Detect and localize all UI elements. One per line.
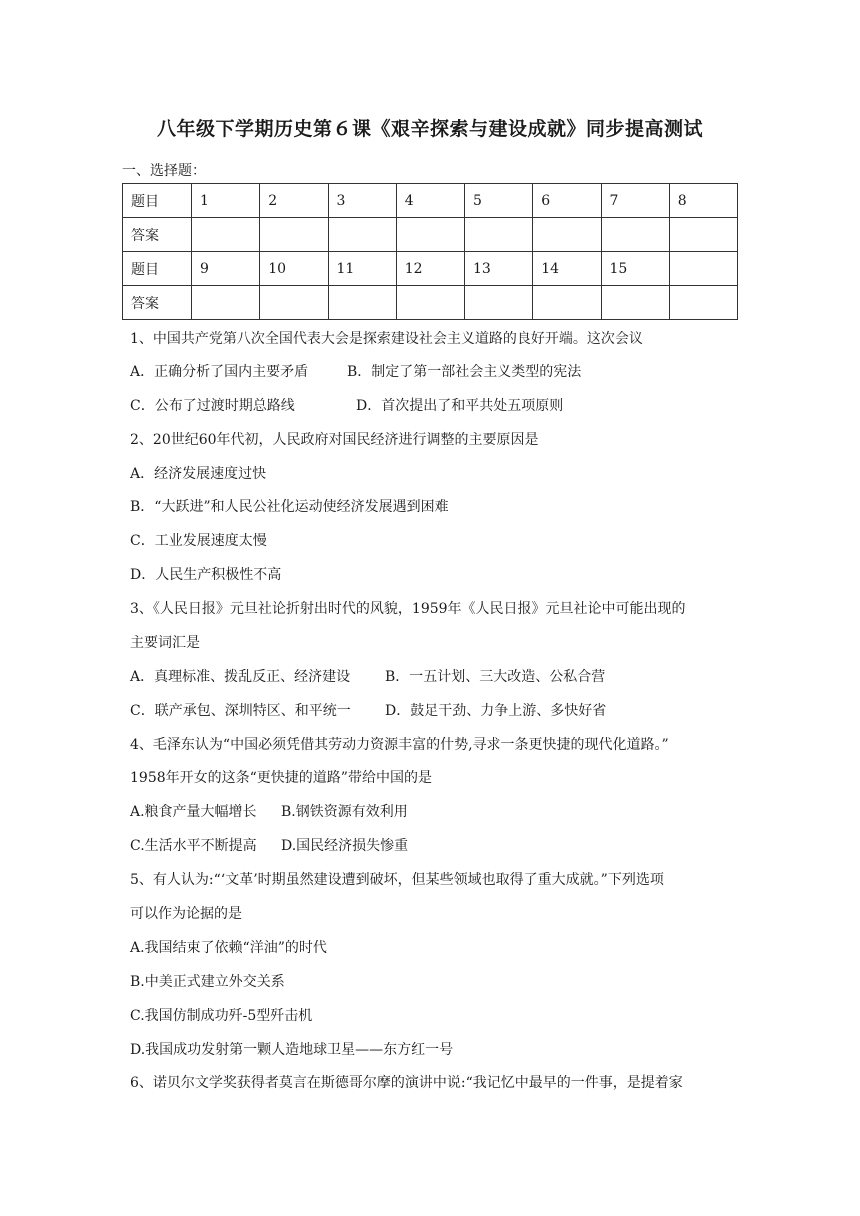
answer-cell[interactable]: [601, 286, 669, 320]
question-4-option-b: B.钢铁资源有效利用: [281, 804, 408, 820]
question-2-stem: 2、20世纪60年代初，人民政府对国民经济进行调整的主要原因是: [130, 432, 539, 448]
answer-cell[interactable]: [601, 218, 669, 252]
question-1-stem: 1、中国共产党第八次全国代表大会是探索建设社会主义道路的良好开端。这次会议: [130, 331, 643, 347]
answer-cell[interactable]: [328, 218, 396, 252]
answer-cell[interactable]: [260, 218, 328, 252]
question-number-cell: 7: [601, 184, 669, 218]
answer-cell[interactable]: [192, 218, 260, 252]
table-row: [123, 184, 738, 218]
question-1-options-cd: [130, 396, 563, 416]
row-label: 答案: [123, 286, 192, 320]
row-label: 题目: [123, 252, 192, 286]
section-heading: 一、选择题：: [122, 163, 206, 179]
question-3-stem: 3、《人民日报》元旦社论折射出时代的风貌，1959年《人民日报》元旦社论中可能出现的: [130, 601, 686, 617]
question-4-option-d: D.国民经济损失惨重: [281, 838, 409, 854]
answer-cell[interactable]: [465, 218, 533, 252]
answer-cell[interactable]: [669, 218, 737, 252]
question-number-cell: 12: [396, 252, 464, 286]
question-3-option-d: D．鼓足干劲、力争上游、多快好省: [385, 703, 607, 719]
question-number-cell: 1: [192, 184, 260, 218]
question-number-cell: 14: [533, 252, 601, 286]
question-1-option-d: D．首次提出了和平共处五项原则: [356, 398, 564, 414]
question-5-option-a: A.我国结束了依赖“洋油”的时代: [130, 940, 327, 956]
question-3-option-b: B．一五计划、三大改造、公私合营: [385, 669, 606, 685]
question-number-cell: 6: [533, 184, 601, 218]
answer-cell[interactable]: [328, 286, 396, 320]
table-row: [123, 218, 738, 252]
question-4-options-ab: [130, 802, 408, 822]
question-5-stem-continued: 可以作为论据的是: [130, 906, 242, 922]
question-4-options-cd: [130, 836, 408, 856]
question-number-cell: 5: [465, 184, 533, 218]
question-number-cell: 10: [260, 252, 328, 286]
answer-cell[interactable]: [465, 286, 533, 320]
question-number-cell: 15: [601, 252, 669, 286]
answer-cell[interactable]: [533, 286, 601, 320]
question-number-cell: 8: [669, 184, 737, 218]
table-row: [123, 252, 738, 286]
question-number-cell: 4: [396, 184, 464, 218]
answer-cell[interactable]: [260, 286, 328, 320]
question-5-option-d: D.我国成功发射第一颗人造地球卫星——东方红一号: [130, 1042, 454, 1058]
question-3-option-a: A．真理标准、拨乱反正、经济建设: [130, 669, 351, 685]
question-2-option-b: B．“大跃进”和人民公社化运动使经济发展遇到困难: [130, 499, 449, 515]
answer-cell[interactable]: [533, 218, 601, 252]
question-4-stem: 4、毛泽东认为“中国必须凭借其劳动力资源丰富的什势,寻求一条更快捷的现代化道路。”: [130, 737, 669, 753]
question-4-stem-continued: 1958年开女的这条“更快捷的道路”带给中国的是: [130, 770, 432, 786]
question-2-option-a: A．经济发展速度过快: [130, 466, 267, 482]
answer-cell[interactable]: [192, 286, 260, 320]
question-5-stem: 5、有人认为:“‘文革’时期虽然建设遭到破坏，但某些领域也取得了重大成就。”下列选项: [130, 872, 664, 888]
document-title: 八年级下学期历史第６课《艰辛探索与建设成就》同步提高测试: [156, 118, 703, 140]
question-1-options-ab: [130, 362, 581, 382]
question-1-option-c: C．公布了过渡时期总路线: [130, 398, 295, 414]
question-3-option-c: C．联产承包、深圳特区、和平统一: [130, 703, 351, 719]
question-5-option-b: B.中美正式建立外交关系: [130, 974, 285, 990]
question-number-cell: 3: [328, 184, 396, 218]
answer-cell[interactable]: [396, 286, 464, 320]
row-label: 答案: [123, 218, 192, 252]
question-number-cell: [669, 252, 737, 286]
question-3-options-ab: [130, 667, 605, 687]
question-number-cell: 13: [465, 252, 533, 286]
question-2-option-d: D．人民生产积极性不高: [130, 567, 282, 583]
question-number-cell: 11: [328, 252, 396, 286]
question-4-option-c: C.生活水平不断提高: [130, 838, 257, 854]
answer-table: [122, 183, 738, 320]
question-number-cell: 9: [192, 252, 260, 286]
question-2-option-c: C．工业发展速度太慢: [130, 533, 267, 549]
answer-cell[interactable]: [396, 218, 464, 252]
question-3-options-cd: [130, 701, 606, 721]
question-3-stem-continued: 主要词汇是: [130, 635, 200, 651]
table-row: [123, 286, 738, 320]
question-4-option-a: A.粮食产量大幅增长: [130, 804, 257, 820]
question-5-option-c: C.我国仿制成功歼-5型歼击机: [130, 1008, 313, 1024]
answer-cell[interactable]: [669, 286, 737, 320]
question-number-cell: 2: [260, 184, 328, 218]
question-6-stem: 6、诺贝尔文学奖获得者莫言在斯德哥尔摩的演讲中说:“我记忆中最早的一件事，是提着家: [130, 1075, 683, 1091]
row-label: 题目: [123, 184, 192, 218]
question-1-option-a: A．正确分析了国内主要矛盾: [130, 364, 309, 380]
question-1-option-b: B．制定了第一部社会主义类型的宪法: [347, 364, 582, 380]
